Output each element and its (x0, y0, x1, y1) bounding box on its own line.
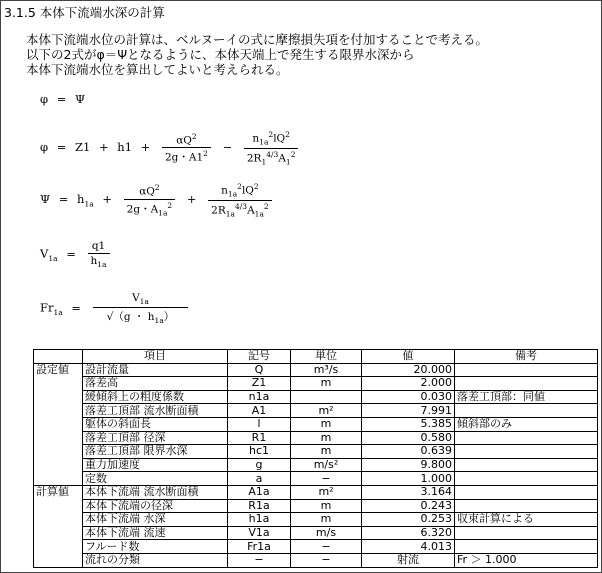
header-group (34, 350, 83, 364)
equation-5: $Fr_{1a}$ = $\frac{V_{1a}}{√(g ・ h_{1a})}$ (40, 292, 191, 325)
cell-item: 落差高 (83, 377, 228, 391)
cell-value: 4.013 (362, 540, 455, 554)
cell-value: 0.639 (362, 445, 455, 459)
cell-unit: − (291, 472, 362, 486)
cell-item: フルード数 (83, 540, 228, 554)
cell-item: 落差工頂部 限界水深 (83, 445, 228, 459)
cell-item: 定数 (83, 472, 228, 486)
header-unit: 単位 (291, 350, 362, 364)
table-row (34, 553, 598, 567)
cell-value: 7.991 (362, 404, 455, 418)
cell-item: 本体下流端 水深 (83, 513, 228, 527)
cell-note (455, 445, 598, 459)
cell-symbol: hc1 (228, 445, 291, 459)
table-row (34, 390, 598, 404)
table-row (34, 472, 598, 486)
calculation-table (33, 349, 598, 568)
cell-item: 設計流量 (83, 363, 228, 377)
cell-value: 6.320 (362, 526, 455, 540)
group-label-settings: 設定値 (34, 363, 83, 485)
cell-item: 緩傾斜上の粗度係数 (83, 390, 228, 404)
cell-item: 本体下流端の径深 (83, 499, 228, 513)
cell-value: 0.030 (362, 390, 455, 404)
table-row (34, 458, 598, 472)
eq2-fraction-2: $\frac{n_{1a}^2lQ^2}{2R_1^{4/3}A_1^2}$ (244, 130, 299, 166)
cell-note: 傾斜部のみ (455, 417, 598, 431)
cell-symbol: Fr1a (228, 540, 291, 554)
table-row (34, 499, 598, 513)
cell-value: 3.164 (362, 485, 455, 499)
intro-line-2: 以下の2式がφ＝Ψとなるように、本体天端上で発生する限界水深から (26, 47, 415, 62)
cell-unit (291, 390, 362, 404)
group-label-computed: 計算値 (34, 485, 83, 567)
cell-value: 0.243 (362, 499, 455, 513)
cell-unit: m (291, 445, 362, 459)
table-row (34, 526, 598, 540)
table-row (34, 445, 598, 459)
cell-note: 収束計算による (455, 513, 598, 527)
cell-symbol: l (228, 417, 291, 431)
cell-item: 落差工頂部 径深 (83, 431, 228, 445)
intro-line-3: 本体下流端水位を算出してよいと考えられる。 (26, 62, 289, 77)
cell-unit: m (291, 431, 362, 445)
table-row (34, 377, 598, 391)
cell-value: 1.000 (362, 472, 455, 486)
cell-unit: m (291, 377, 362, 391)
table-row (34, 431, 598, 445)
cell-symbol: g (228, 458, 291, 472)
cell-unit: − (291, 540, 362, 554)
eq2-fraction-1: $\frac{\alpha Q^2}{2g・A1^2}$ (162, 132, 211, 165)
cell-unit: m² (291, 404, 362, 418)
cell-value: 2.000 (362, 377, 455, 391)
table-header-row (34, 350, 598, 364)
cell-symbol: R1 (228, 431, 291, 445)
cell-unit: − (291, 553, 362, 567)
eq4-fraction: $\frac{q1}{h_{1a}}$ (88, 240, 110, 269)
eq3-fraction-2: $\frac{n_{1a}^2lQ^2}{2R_{1a}^{4/3}A_{1a}^2}$ (208, 182, 272, 218)
header-symbol: 記号 (228, 350, 291, 364)
header-value: 値 (362, 350, 455, 364)
eq3-fraction-1: $\frac{\alpha Q^2}{2g・A_{1a}^2}$ (124, 183, 176, 217)
cell-unit: m/s (291, 526, 362, 540)
equation-4: $V_{1a}$ = $\frac{q1}{h_{1a}}$ (40, 240, 113, 269)
cell-item: 本体下流端 流速 (83, 526, 228, 540)
eq5-fraction: $\frac{V_{1a}}{√(g ・ h_{1a})}$ (93, 292, 189, 325)
cell-symbol: − (228, 553, 291, 567)
equation-2: φ = Z1 + h1 + $\frac{\alpha Q^2}{2g・A1^2}$ − $\frac{n_{1a}^2lQ^2}{2R_1^{4/3}A_1^2}$ (40, 130, 301, 166)
cell-value: 9.800 (362, 458, 455, 472)
table-row (34, 485, 598, 499)
cell-note (455, 540, 598, 554)
header-note: 備考 (455, 350, 598, 364)
table-row (34, 513, 598, 527)
cell-unit: m (291, 417, 362, 431)
intro-line-1: 本体下流端水位の計算は、ベルヌーイの式に摩擦損失項を付加することで考える。 (26, 32, 489, 47)
section-title: 3.1.5 本体下流端水深の計算 (4, 5, 165, 20)
cell-note (455, 458, 598, 472)
cell-value: 射流 (362, 553, 455, 567)
table-row (34, 540, 598, 554)
cell-note (455, 377, 598, 391)
cell-note (455, 499, 598, 513)
cell-value: 0.253 (362, 513, 455, 527)
cell-symbol: V1a (228, 526, 291, 540)
table-row (34, 417, 598, 431)
cell-value: 20.000 (362, 363, 455, 377)
cell-symbol: Z1 (228, 377, 291, 391)
table-row (34, 363, 598, 377)
cell-unit: m² (291, 485, 362, 499)
cell-item: 躯体の斜面長 (83, 417, 228, 431)
equation-1: φ = Ψ (40, 92, 86, 106)
cell-unit: m/s² (291, 458, 362, 472)
cell-item: 重力加速度 (83, 458, 228, 472)
cell-note: Fr ＞ 1.000 (455, 553, 598, 567)
cell-item: 落差工頂部 流水断面積 (83, 404, 228, 418)
table-row (34, 404, 598, 418)
intro-paragraph (26, 32, 488, 77)
cell-note (455, 472, 598, 486)
cell-value: 5.385 (362, 417, 455, 431)
cell-note (455, 485, 598, 499)
cell-item: 流れの分類 (83, 553, 228, 567)
cell-unit: m (291, 513, 362, 527)
cell-note (455, 431, 598, 445)
cell-value: 0.580 (362, 431, 455, 445)
cell-unit: m (291, 499, 362, 513)
cell-symbol: A1a (228, 485, 291, 499)
cell-symbol: n1a (228, 390, 291, 404)
cell-unit: m³/s (291, 363, 362, 377)
cell-symbol: Q (228, 363, 291, 377)
cell-note: 落差工頂部：同値 (455, 390, 598, 404)
cell-symbol: A1 (228, 404, 291, 418)
cell-note (455, 363, 598, 377)
cell-note (455, 404, 598, 418)
equation-3: $\Psi = h_{1a}$ + $\frac{\alpha Q^2}{2g・A_{1a}^2}$ + $\frac{n_{1a}^2lQ^2}{2R_{1a}^{4/3}A_{1a}^2}$ (40, 182, 275, 218)
cell-item: 本体下流端 流水断面積 (83, 485, 228, 499)
cell-symbol: h1a (228, 513, 291, 527)
cell-symbol: a (228, 472, 291, 486)
cell-symbol: R1a (228, 499, 291, 513)
cell-note (455, 526, 598, 540)
header-item: 項目 (83, 350, 228, 364)
